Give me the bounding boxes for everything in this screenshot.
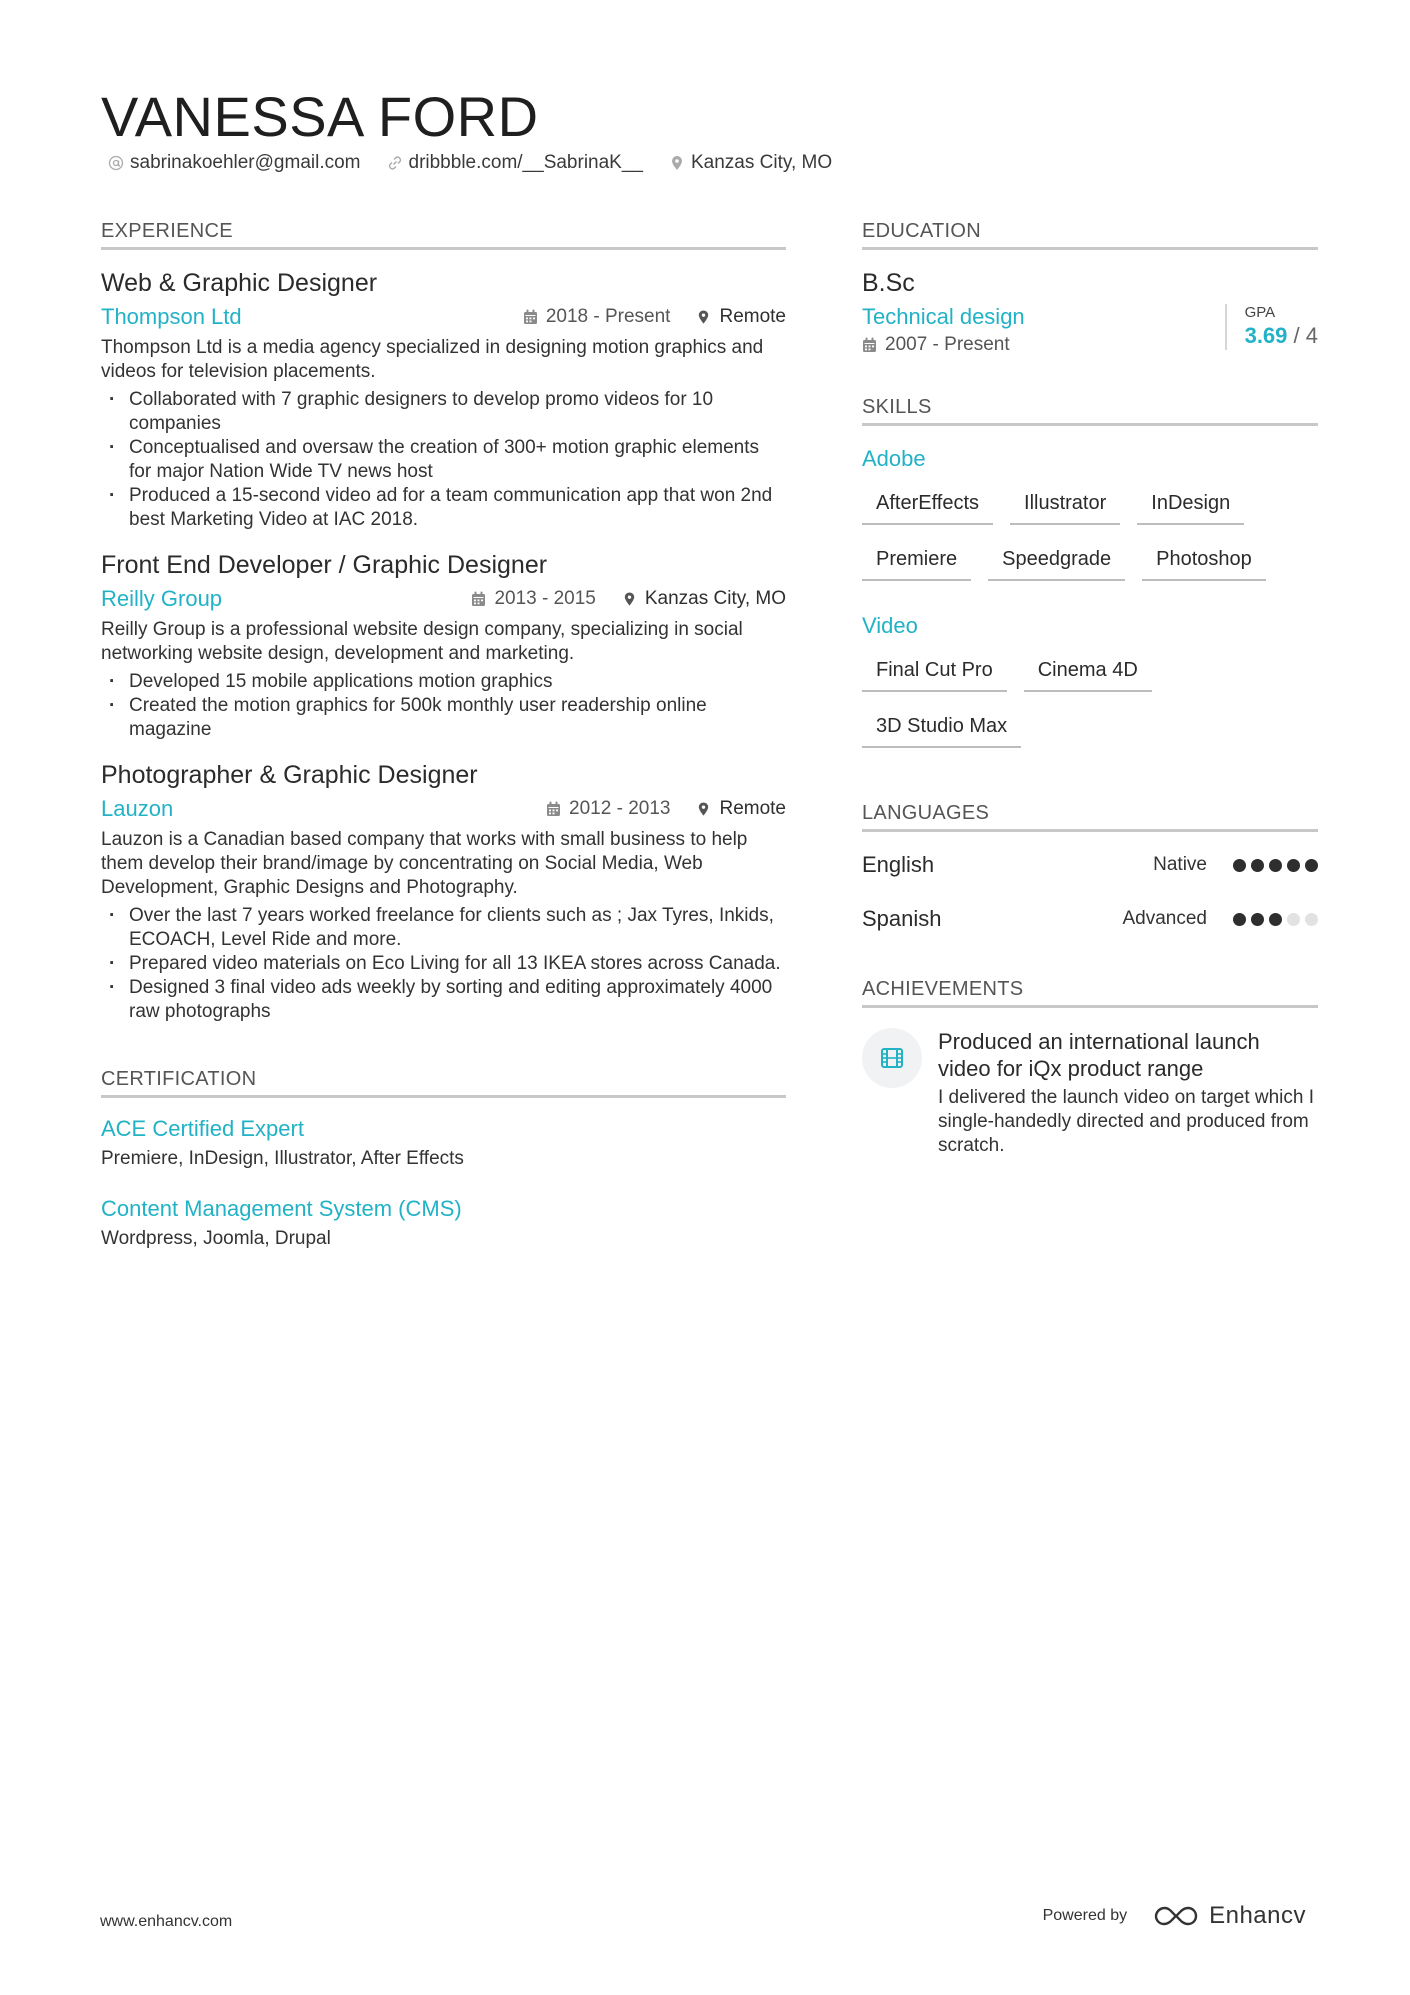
certification-section <box>101 1068 786 1250</box>
gpa-label: GPA <box>1244 304 1276 321</box>
location-pin-icon <box>696 309 711 325</box>
location-pin-icon <box>696 801 711 817</box>
experience-list <box>101 268 786 1024</box>
skill-group-title: Adobe <box>862 446 926 471</box>
job-bullets <box>101 904 786 1024</box>
certification-description: Wordpress, Joomla, Drupal <box>101 1228 331 1249</box>
achievement-item <box>862 1028 1318 1158</box>
job-description: Reilly Group is a professional website design company, specializing in social networking website design, development and marketing. <box>101 619 743 664</box>
calendar-icon <box>471 591 486 607</box>
skill-tag: Premiere <box>862 542 971 581</box>
gpa-block <box>1225 304 1318 350</box>
skill-tag: 3D Studio Max <box>862 709 1021 748</box>
achievements-section <box>862 978 1318 1158</box>
job-title: Photographer & Graphic Designer <box>101 761 478 789</box>
job-dates <box>471 588 595 610</box>
gpa-max: / 4 <box>1293 323 1318 348</box>
location-pin-icon <box>669 155 685 171</box>
skill-tag: Speedgrade <box>988 542 1125 581</box>
language-row <box>862 850 1318 880</box>
rating-dot <box>1287 913 1300 926</box>
education-heading: EDUCATION <box>862 220 1318 250</box>
candidate-name: VANESSA FORD <box>101 85 539 148</box>
language-row <box>862 904 1318 934</box>
job-entry <box>101 268 786 532</box>
gpa-value-row <box>1245 323 1318 349</box>
contact-bar <box>108 150 832 176</box>
certification-title: ACE Certified Expert <box>101 1116 304 1141</box>
skill-group-title: Video <box>862 613 918 638</box>
footer-website[interactable]: www.enhancv.com <box>100 1913 233 1930</box>
job-bullets <box>101 388 786 532</box>
company-name: Thompson Ltd <box>101 304 242 329</box>
brand-name: Enhancv <box>1209 1902 1306 1929</box>
job-bullet: · Produced a 15-second video ad for a team communication app that won 2nd best Marketing Video at IAC 2018. <box>101 484 786 532</box>
job-bullet: · Developed 15 mobile applications motion graphics <box>101 670 786 694</box>
job-meta-row <box>101 584 786 614</box>
job-bullet: · Designed 3 final video ads weekly by sorting and editing approximately 4000 raw photographs <box>101 976 786 1024</box>
language-proficiency <box>1122 908 1318 930</box>
location-contact <box>669 152 832 174</box>
skill-tag: Illustrator <box>1010 486 1120 525</box>
job-bullets <box>101 670 786 742</box>
enhancv-logo-icon <box>1153 1904 1199 1928</box>
certification-title: Content Management System (CMS) <box>101 1196 462 1221</box>
link-icon <box>387 155 403 171</box>
footer-branding <box>1043 1902 1306 1930</box>
certification-description: Premiere, InDesign, Illustrator, After Effects <box>101 1148 464 1169</box>
skill-tag: AfterEffects <box>862 486 993 525</box>
brand-logo[interactable] <box>1153 1902 1306 1930</box>
job-location-text: Remote <box>719 798 786 819</box>
language-rating <box>1233 859 1318 872</box>
language-rating <box>1233 913 1318 926</box>
achievements-heading: ACHIEVEMENTS <box>862 978 1318 1008</box>
location-pin-icon <box>622 591 637 607</box>
skill-tag: Final Cut Pro <box>862 653 1007 692</box>
at-icon <box>108 155 124 171</box>
skill-groups <box>862 444 1318 748</box>
language-proficiency <box>1153 854 1318 876</box>
email-contact[interactable] <box>108 152 361 174</box>
company-name: Reilly Group <box>101 586 223 611</box>
rating-dot <box>1269 859 1282 872</box>
job-location-text: Remote <box>719 306 786 327</box>
job-location <box>696 306 786 328</box>
job-title: Front End Developer / Graphic Designer <box>101 551 548 579</box>
company-name: Lauzon <box>101 796 174 821</box>
job-meta-row <box>101 794 786 824</box>
job-dates-text: 2012 - 2013 <box>569 798 671 819</box>
languages-heading: LANGUAGES <box>862 802 1318 832</box>
rating-dot <box>1233 859 1246 872</box>
language-level: Native <box>1153 854 1207 875</box>
job-description: Lauzon is a Canadian based company that works with small business to help them develop their brand/image by concentrating on Social Media, Web Development, Graphic Designs and Photography. <box>101 829 748 898</box>
job-meta <box>546 798 786 820</box>
job-entry <box>101 760 786 1024</box>
job-description: Thompson Ltd is a media agency specialized in designing motion graphics and videos for television placements. <box>101 337 764 382</box>
skill-tag: InDesign <box>1137 486 1244 525</box>
field-of-study: Technical design <box>862 304 1025 329</box>
languages-section <box>862 802 1318 934</box>
language-name: English <box>862 852 935 877</box>
language-name: Spanish <box>862 906 942 931</box>
rating-dot <box>1305 859 1318 872</box>
calendar-icon <box>523 309 538 325</box>
calendar-icon <box>546 801 561 817</box>
job-dates <box>523 306 671 328</box>
skill-group <box>862 611 1318 748</box>
job-location-text: Kanzas City, MO <box>644 588 786 609</box>
certification-item <box>101 1114 786 1170</box>
job-meta <box>471 588 786 610</box>
experience-heading: EXPERIENCE <box>101 220 786 250</box>
job-dates-text: 2013 - 2015 <box>494 588 596 609</box>
powered-by-label: Powered by <box>1042 1907 1128 1924</box>
rating-dot <box>1305 913 1318 926</box>
skill-tag: Cinema 4D <box>1024 653 1152 692</box>
achievement-body <box>938 1028 1318 1158</box>
job-bullet: · Created the motion graphics for 500k monthly user readership online magazine <box>101 694 786 742</box>
language-level: Advanced <box>1122 908 1207 929</box>
job-bullet: · Collaborated with 7 graphic designers to develop promo videos for 10 companies <box>101 388 786 436</box>
skill-tags <box>862 653 1318 748</box>
website-text: dribbble.com/__SabrinaK__ <box>408 152 643 173</box>
job-bullet: · Over the last 7 years worked freelance for clients such as ; Jax Tyres, Inkids, ECOACH, Level Ride and more. <box>101 904 786 952</box>
website-contact[interactable] <box>387 152 644 174</box>
skills-heading: SKILLS <box>862 396 1318 426</box>
job-location <box>622 588 786 610</box>
education-dates-text: 2007 - Present <box>885 334 1010 355</box>
job-meta <box>523 306 786 328</box>
job-bullet: · Prepared video materials on Eco Living for all 13 IKEA stores across Canada. <box>101 952 786 976</box>
job-meta-row <box>101 302 786 332</box>
calendar-icon <box>862 337 877 353</box>
job-entry <box>101 550 786 742</box>
job-bullet: · Conceptualised and oversaw the creation of 300+ motion graphic elements for major Nation Wide TV news host <box>101 436 786 484</box>
skill-tags <box>862 486 1318 581</box>
degree: B.Sc <box>862 269 915 297</box>
film-icon <box>879 1045 905 1071</box>
job-location <box>696 798 786 820</box>
certification-heading: CERTIFICATION <box>101 1068 786 1098</box>
skill-group <box>862 444 1318 581</box>
email-text: sabrinakoehler@gmail.com <box>130 152 361 173</box>
rating-dot <box>1233 913 1246 926</box>
rating-dot <box>1287 859 1300 872</box>
job-title: Web & Graphic Designer <box>101 269 378 297</box>
certification-item <box>101 1194 786 1250</box>
achievement-description: I delivered the launch video on target which I single-handedly directed and produced from scratch. <box>938 1087 1315 1156</box>
rating-dot <box>1251 913 1264 926</box>
rating-dot <box>1269 913 1282 926</box>
achievement-icon-wrap <box>862 1028 922 1088</box>
gpa-value: 3.69 <box>1244 323 1288 348</box>
job-dates-text: 2018 - Present <box>545 306 671 327</box>
right-column <box>862 220 1318 1158</box>
education-entry <box>862 268 1318 356</box>
skills-section <box>862 396 1318 748</box>
left-column <box>101 220 786 1250</box>
achievement-title: Produced an international launch video for iQx product range <box>938 1029 1260 1081</box>
location-text: Kanzas City, MO <box>691 152 833 173</box>
languages-list <box>862 850 1318 934</box>
job-dates <box>546 798 670 820</box>
rating-dot <box>1251 859 1264 872</box>
skill-tag: Photoshop <box>1142 542 1266 581</box>
